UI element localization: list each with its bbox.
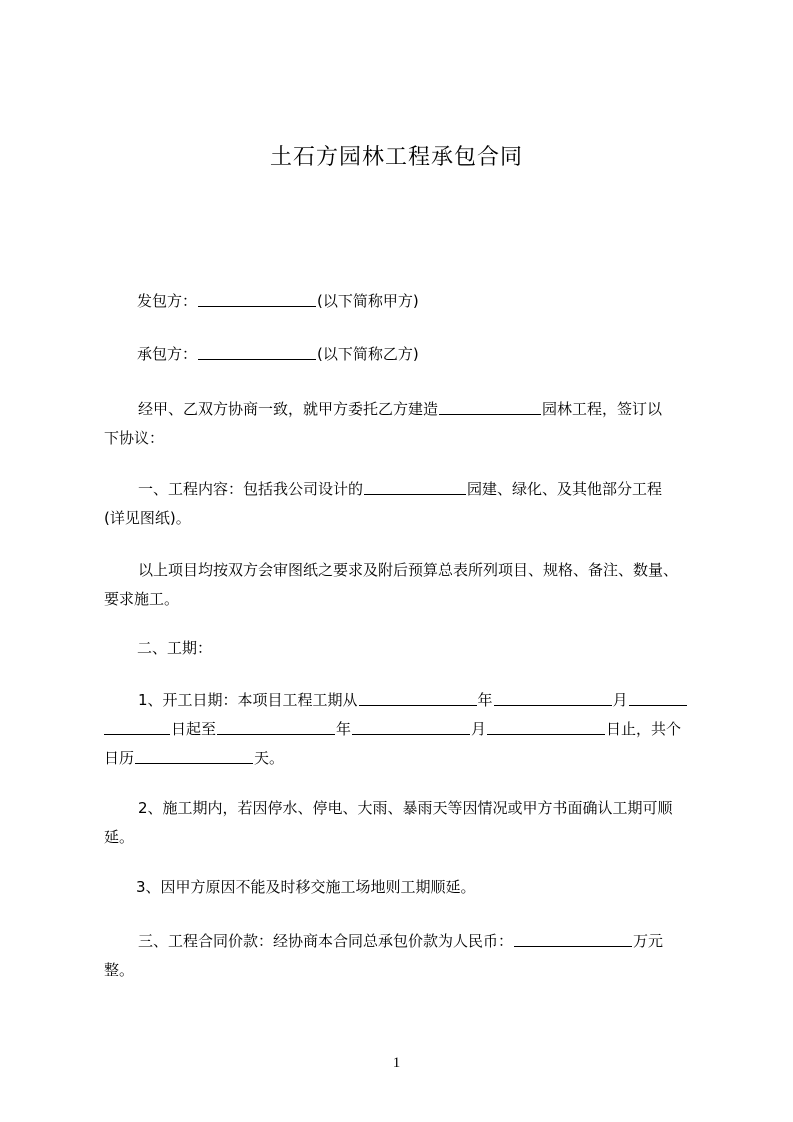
item-2-line-1: 2、施工期内，若因停水、停电、大雨、暴雨天等因情况或甲方书面确认工期可顺 [138,799,673,817]
party-a-line [137,287,745,316]
start-year-blank [359,690,477,706]
contract-price-blank [514,931,632,947]
intro-line-1 [104,395,712,424]
section-3-line-2: 整。 [104,961,135,979]
page-number: 1 [392,1055,401,1071]
party-b-suffix: (以下简称乙方) [317,345,419,363]
party-b-blank [198,344,316,360]
item-1-days-label: 天。 [254,749,285,767]
total-days-blank [135,748,253,764]
section-1-note-line-2: 要求施工。 [104,590,180,608]
section-2-heading: 二、工期： [137,639,213,657]
section-1-line-1 [104,475,712,504]
intro-line-2: 下协议： [104,429,165,447]
item-1-line-2 [104,715,712,744]
item-2-line-2: 延。 [104,828,135,846]
project-name-blank [439,399,541,415]
item-1-month-label: 月 [612,691,628,709]
party-b-line [137,340,745,369]
end-month-blank [352,719,470,735]
party-a-suffix: (以下简称甲方) [317,292,419,310]
section-1-line-2: (详见图纸)。 [104,509,191,527]
item-3-line: 3、因甲方原因不能及时移交施工场地则工期顺延。 [136,878,476,896]
end-day-blank [487,719,605,735]
section-1-note-paragraph [104,556,712,614]
party-a-label: 发包方： [137,292,198,310]
item-1-day-from-label: 日起至 [171,720,217,738]
party-b-label: 承包方： [137,345,198,363]
item-1-calendar-label: 日历 [104,749,135,767]
document-title: 土石方园林工程承包合同 [269,145,523,170]
intro-text-1: 经甲、乙双方协商一致，就甲方委托乙方建造 [138,400,439,418]
item-1-day-to-label: 日止，共个 [606,720,682,738]
party-a-blank [198,291,316,307]
item-1-paragraph [104,686,712,773]
intro-paragraph [104,395,712,453]
item-1-line-1 [104,686,712,715]
item-2-paragraph [104,794,712,852]
start-day-blank-part1 [629,690,687,706]
section-3-paragraph [104,927,712,985]
design-name-blank [364,479,466,495]
item-1-line-3 [104,744,712,773]
start-day-blank-part2 [104,719,170,735]
section-1-note-line-1: 以上项目均按双方会审图纸之要求及附后预算总表所列项目、规格、备注、数量、 [138,561,679,579]
section-3-line-1 [104,927,712,956]
section-1-text-2: 园建、绿化、及其他部分工程 [467,480,663,498]
item-1-month2-label: 月 [471,720,487,738]
item-1-year-label: 年 [477,691,493,709]
item-1-text-start: 1、开工日期：本项目工程工期从 [138,691,358,709]
section-3-text-2: 万元 [633,932,664,950]
end-year-blank [217,719,335,735]
section-3-text-1: 三、工程合同价款：经协商本合同总承包价款为人民币： [138,932,514,950]
item-1-year2-label: 年 [336,720,352,738]
section-1-paragraph [104,475,712,533]
section-1-text-1: 一、工程内容：包括我公司设计的 [138,480,364,498]
start-month-blank [494,690,612,706]
intro-text-2: 园林工程，签订以 [542,400,663,418]
